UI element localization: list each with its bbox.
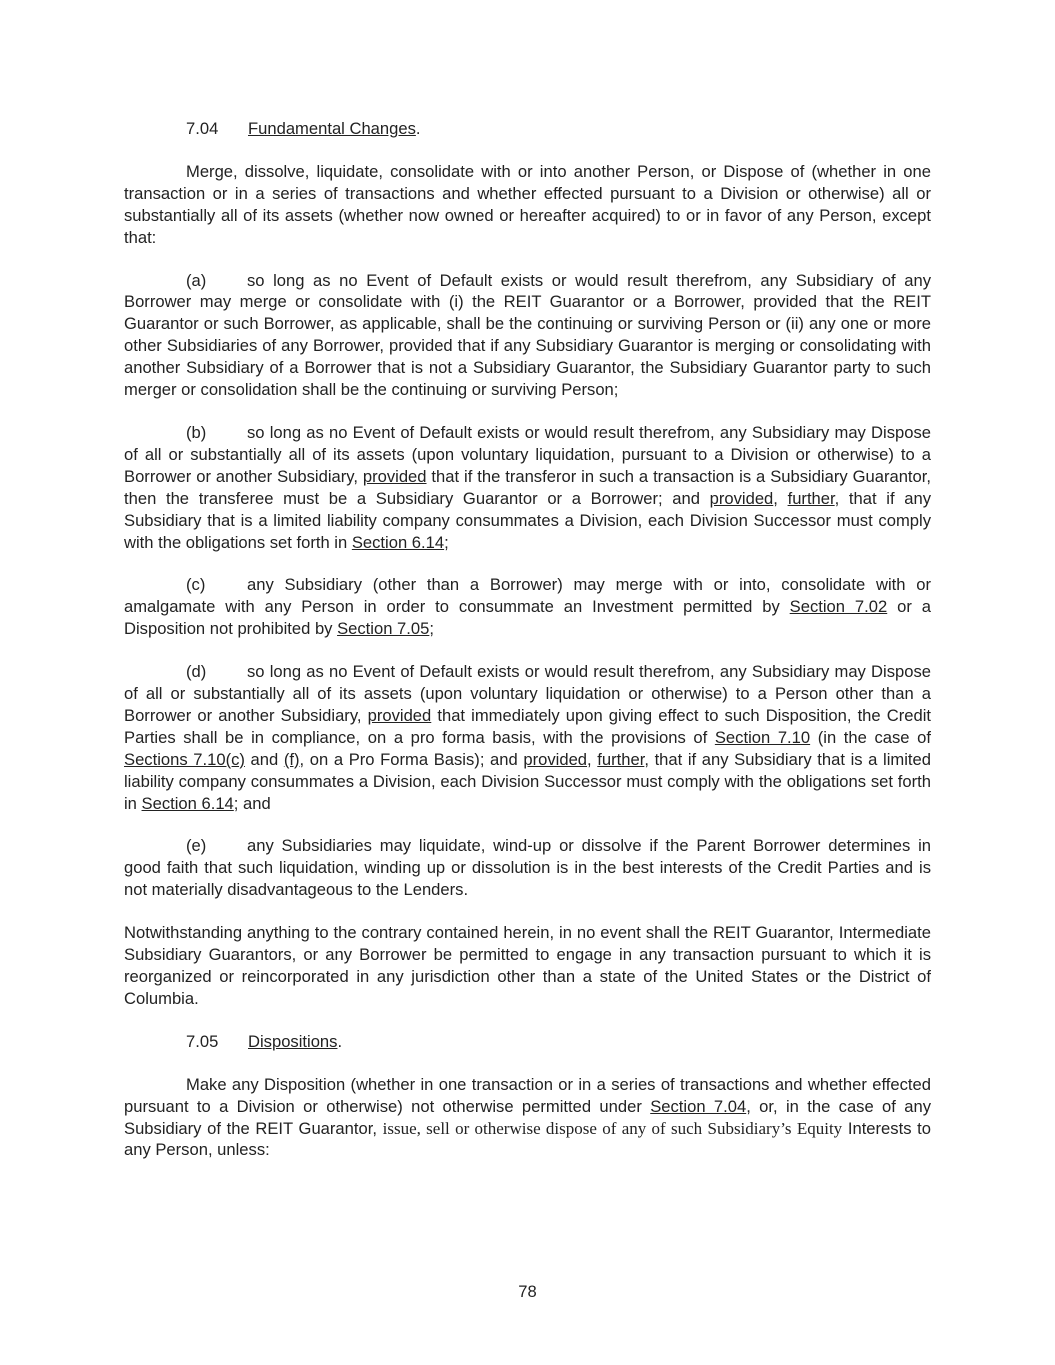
clause-text: any Subsidiary (other than a Borrower) may merge with or into, consolidate with or amalgamate with any Person in order to consummate an Investment permitted by [124, 575, 931, 617]
section-intro [124, 1074, 931, 1162]
section-intro: Merge, dissolve, liquidate, consolidate with or into another Person, or Dispose of (whether in one transaction or in a series of transactions and whether effected pursuant to a Division or otherwise) all or substantially all of its assets (whether now owned or hereafter acquired) to or in favor of any Person, except that: [124, 161, 931, 247]
clause-c [124, 574, 931, 640]
provided-term: provided [709, 488, 774, 508]
paragraph-text: Make any Disposition (whether in one transaction or in a series of transactions and whether effected pursuant to a Division or otherwise) not otherwise permitted under [124, 1074, 931, 1116]
clause-text: so long as no Event of Default exists or would result therefrom, any Subsidiary of any Borrower may merge or consolidate with (i) the REIT Guarantor or a Borrower, provided that the REIT Guarantor or such Borrower, as applicable, shall be the continuing or surviving Person or (ii) any one or more other Subsidiaries of any Borrower, provided that if any Subsidiary Guarantor is merging or consolidating with another Subsidiary of a Borrower that is not a Subsidiary Guarantor, the Subsidiary Guarantor party to such merger or consolidation shall be the continuing or surviving Person; [124, 270, 931, 400]
paragraph-text: Interests to any Person, unless: [124, 1118, 931, 1160]
clause-text: that if the transferor in such a transaction is a Subsidiary Guarantor, then the transferee must be a Subsidiary Guarantor or a Borrower; and [124, 466, 931, 508]
section-title: Dispositions [248, 1031, 338, 1051]
clause-text: , [587, 749, 598, 769]
clause-text: so long as no Event of Default exists or would result therefrom, any Subsidiary may Dispose of all or substantially all of its assets (upon voluntary liquidation, pursuant to a Division or otherwise) to a Borrower or another Subsidiary, [124, 422, 931, 486]
clause-text: ; [444, 532, 449, 552]
clause-text: that immediately upon giving effect to such Disposition, the Credit Parties shall be in compliance, on a pro forma basis, with the provisions of [124, 705, 931, 747]
section-reference: Section 7.10 [714, 727, 811, 747]
further-term: further [597, 749, 645, 769]
document-page [124, 118, 931, 1182]
section-heading-7-04 [124, 118, 931, 140]
section-reference: Section 7.04 [650, 1096, 747, 1116]
clause-text: (in the case of [810, 727, 931, 747]
section-reference: Sections 7.10(c) [124, 749, 245, 769]
clause-a [124, 270, 931, 401]
clause-e [124, 835, 931, 901]
clause-label: (a) [186, 270, 207, 290]
clause-text: , on a Pro Forma Basis); and [299, 749, 524, 769]
section-number: 7.05 [186, 1031, 219, 1051]
further-term: further [787, 488, 835, 508]
provided-term: provided [367, 705, 432, 725]
section-reference: (f) [283, 749, 300, 769]
clause-text: ; and [233, 793, 271, 813]
notwithstanding-paragraph: Notwithstanding anything to the contrary contained herein, in no event shall the REIT Guarantor, Intermediate Subsidiary Guarantors, or any Borrower be permitted to engage in any transaction pursuant to which it is reorganized or reincorporated in any jurisdiction other than a state of the United States or the District of Columbia. [124, 923, 931, 1008]
section-reference: Section 7.05 [337, 619, 430, 639]
section-reference: Section 6.14 [351, 532, 445, 552]
clause-d [124, 661, 931, 814]
clause-label: (c) [186, 575, 206, 595]
clause-text: or a Disposition not prohibited by [124, 597, 931, 639]
clause-label: (d) [186, 662, 207, 682]
clause-text: , that if any Subsidiary that is a limited liability company consummates a Division, each Division Successor must comply with the obligations set forth in [124, 749, 931, 813]
section-title: Fundamental Changes [248, 119, 416, 138]
clause-text: , [773, 488, 788, 508]
clause-label: (b) [186, 422, 207, 442]
provided-term: provided [362, 466, 427, 486]
section-number: 7.04 [186, 119, 219, 138]
clause-label: (e) [186, 836, 207, 856]
paragraph-text: , or, in the case of any Subsidiary of the REIT Guarantor, [124, 1096, 931, 1138]
clause-text: so long as no Event of Default exists or would result therefrom, any Subsidiary may Dispose of all or substantially all of its assets (upon voluntary liquidation or otherwise) to a Person other than a Borrower or another Subsidiary, [124, 662, 931, 725]
clause-text: , that if any Subsidiary that is a limited liability company consummates a Division, each Division Successor must comply with the obligations set forth in [124, 488, 931, 552]
provided-term: provided [523, 749, 588, 769]
heading-period: . [337, 1031, 343, 1051]
clause-text: ; [429, 619, 434, 639]
paragraph-text-serif: issue, sell or otherwise dispose of any of such Subsidiary’s Equity [382, 1118, 843, 1138]
section-heading-7-05 [124, 1031, 931, 1053]
clause-b [124, 422, 931, 553]
section-reference: Section 7.02 [789, 597, 888, 617]
section-reference: Section 6.14 [141, 793, 234, 813]
clause-text: any Subsidiaries may liquidate, wind-up or dissolve if the Parent Borrower determines in good faith that such liquidation, winding up or dissolution is in the best interests of the Credit Parties and is not materially disadvantageous to the Lenders. [124, 836, 931, 900]
clause-text: and [244, 749, 284, 769]
heading-period: . [415, 119, 421, 138]
page-number: 78 [518, 1282, 537, 1301]
